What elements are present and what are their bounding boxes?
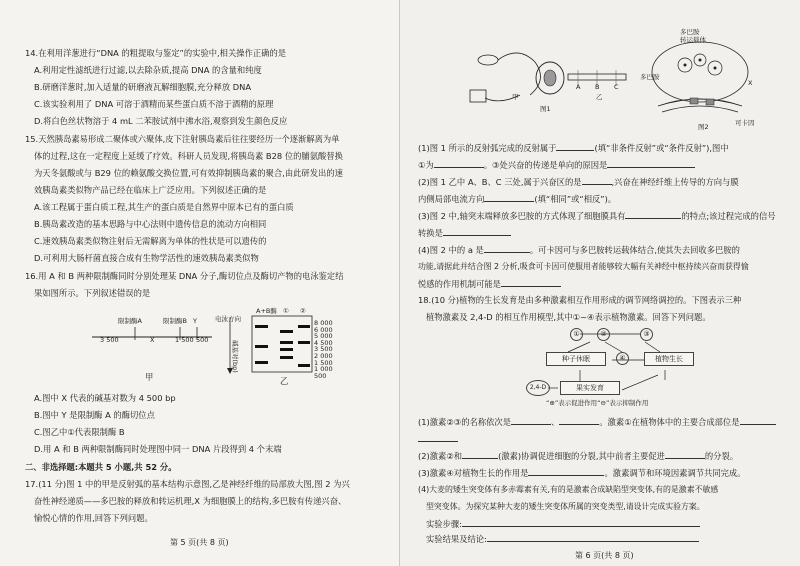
q17-1-line-2: ①为 。③处兴奋的传递是单向的原因是 [418,159,695,171]
experiment-results: 实验结果及结论: [426,533,699,545]
marker-2000: 2 000 [314,351,333,360]
q18-2-line: (2)激素②和 (激素)协调促进细胞的分裂,其中前者主要促进 的分裂。 [418,451,739,461]
q17-3-line-1: (3)图 2 中,轴突末端释放多巴胺的方式体现了细胞膜具有 的特点;该过程完成的信号 [418,211,776,221]
segment-x: X [150,336,155,344]
q15-line-1: 15.天然胰岛素易形成二聚体或六聚体,皮下注射胰岛素后往往要经历一个逐渐解离为单 [25,134,340,144]
q15-line-4: 效胰岛素类似物产品已经在临床上广泛应用。下列叙述正确的是 [34,185,267,195]
page-footer-6: 第 6 页(共 8 页) [575,551,634,560]
page-footer-5: 第 5 页(共 8 页) [170,538,229,547]
fig2-dopamine-label-2: 多巴胺 [640,73,660,81]
plant-growth-box: 植物生长 [644,352,694,366]
fig2-x-label: X [748,79,753,87]
diagram-legend: “⊕”表示促进作用“⊖”表示抑制作用 [546,399,649,407]
marker-4500: 4 500 [314,338,333,347]
marker-5000: 5 000 [314,332,333,341]
marker-8000: 8 000 [314,319,333,327]
q14-option-b: B.研磨洋葱时,加入适量的研磨液瓦解细胞膜,充分释放 DNA [34,82,252,92]
segment-3500: 3 500 [100,336,119,344]
q15-option-a: A.该工程属于蛋白质工程,其生产的蛋白质是自然界中原本已有的蛋白质 [34,202,294,212]
hormone-2: ② [597,328,610,341]
q15-option-c: C.速效胰岛素类似物注射后无需解离为单体的性状是可以遗传的 [34,236,267,246]
q18-4-line-2: 型突变体。为探究某种大麦的矮生突变体所属的突变类型,请设计完成实验方案。 [426,502,705,511]
marker-1000: 1 000 [314,365,333,374]
fig2-caption: 图2 [698,123,709,131]
q14-option-a: A.利用定性滤纸进行过滤,以去除杂质,提高 DNA 的含量和纯度 [34,65,262,75]
q16-line-1: 16.用 A 和 B 两种限制酶同时分别处理某 DNA 分子,酶切位点及酶切产物的电泳鉴定结 [25,271,344,281]
enzyme-a-label: 限制酶A [118,317,142,325]
q14-option-c: C.该实验利用了 DNA 可溶于酒精而某些蛋白质不溶于酒精的原理 [34,99,274,109]
hormone-network-arrows [400,0,800,566]
fruit-development-box: 果实发育 [560,381,620,395]
bp-axis-label: 碱基对(bp) [231,340,239,373]
q17-4-line-2: 功能,请据此并结合图 2 分析,吸食可卡因可使服用者能够较大幅有关神经中枢持续兴奋而获得愉 [418,262,749,271]
lane-2-label: ② [300,307,306,315]
fig1-jia-label: 甲 [512,93,519,101]
section-heading: 二、非选择题:本题共 5 小题,共 52 分。 [25,462,177,472]
enzyme-b-label: 限制酶B [163,317,187,325]
q17-2-line-2: 内侧局部电流方向 (填“相同”或“相反”)。 [418,194,617,204]
q18-intro-2: 植物激素及 2,4-D 的相互作用模型,其中①~④表示植物激素。回答下列问题。 [426,312,711,322]
q17-intro-3: 愉悦心情的作用,回答下列问题。 [34,513,153,523]
experiment-steps: 实验步骤: [426,518,700,530]
auxin-analog-24d: 2,4-D [526,380,550,396]
q14-option-d: D.将白色丝状物溶于 4 mL 二苯胺试剂中沸水浴,观察到发生颜色反应 [34,116,288,126]
q17-4-line-3: 悦感的作用机制可能是 [418,278,561,290]
segment-500: 500 [196,336,209,344]
q15-line-2: 体的过程,这在一定程度上延缓了疗效。科研人员发现,将胰岛素 B28 位的脯氨酸替换 [34,151,343,161]
marker-3500: 3 500 [314,345,333,354]
hormone-4: ④ [616,352,629,365]
hormone-1: ① [570,328,583,341]
marker-6000: 6 000 [314,325,333,334]
q17-1-line-1: (1)图 1 所示的反射弧完成的反射属于 (填“非条件反射”或“条件反射”),图中 [418,143,729,153]
q17-4-line-1: (4)图 2 中的 a 是 。可卡因可与多巴胺转运载体结合,使其失去回收多巴胺的 [418,245,740,255]
q17-3-line-2: 转换是 [418,227,511,239]
q16-option-d: D.用 A 和 B 两种限制酶同时处理图中同一 DNA 片段得到 4 个末端 [34,444,282,454]
lane-1-label: ① [283,307,289,315]
q15-option-b: B.胰岛素改造的基本思路与中心法则中遗传信息的流动方向相同 [34,219,267,229]
figure-a-caption: 甲 [145,372,154,382]
q18-intro-1: 18.(10 分)植物的生长发育是由多种激素相互作用形成的调节网络调控的。下图表示三种 [418,295,742,305]
fig1-label-a: A [576,83,581,91]
q15-line-3: 为天冬氨酸或与 B29 位的赖氨酸交换位置,可有效抑制胰岛素的聚合,由此研发出的速 [34,168,343,178]
fig2-cocaine-label: 可卡因 [735,119,755,127]
q15-option-d: D.可利用大肠杆菌直接合成有生物学活性的速效胰岛素类似物 [34,253,259,263]
q14-stem: 14.在利用洋葱进行“DNA 的粗提取与鉴定”的实验中,相关操作正确的是 [25,48,287,58]
gel-markers [314,320,333,379]
marker-500: 500 [314,371,327,380]
hormone-3: ③ [640,328,653,341]
q18-3-line: (3)激素④对植物生长的作用是 。激素调节和环境因素调节共同完成。 [418,468,746,478]
q16-option-b: B.图中 Y 是限制酶 A 的酶切位点 [34,410,155,420]
q17-2-line-1: (2)图 1 乙中 A、B、C 三处,属于兴奋区的是 ,兴奋在神经纤维上传导的方向与膜 [418,177,739,187]
exam-page-right [400,0,800,566]
site-y-label: Y [193,317,197,325]
figure-b-caption: 乙 [280,376,289,386]
marker-1500: 1 500 [314,358,333,367]
segment-1500: 1 500 [175,336,194,344]
fig2-dopamine-label: 多巴胺 [680,28,700,36]
q17-intro-2: 奋性神经递质——多巴胺的释放和转运机理,X 为细胞膜上的结构,多巴胺有传递兴奋、 [34,496,347,506]
fig1-label-c: C [614,83,619,91]
q17-intro-1: 17.(11 分)图 1 中的甲是反射弧的基本结构示意图,乙是神经纤维的局部放大图,图 2 为兴 [25,479,350,489]
electrophoresis-direction: 电泳方向 [215,315,241,323]
seed-dormancy-box: 种子休眠 [546,352,606,366]
q18-4-line-1: (4)大麦的矮生突变体有多赤霉素有关,有的是激素合成缺陷型突变体,有的是激素不敏感 [418,485,719,494]
q18-1-line-1: (1)激素②③的名称依次是 、 。激素①在植物体中的主要合成部位是 [418,416,776,428]
gel-header: A+B酶 [256,307,277,315]
q16-line-2: 果如图所示。下列叙述错误的是 [34,288,151,298]
fig2-transporter-label: 转运载体 [680,36,706,44]
q16-option-c: C.图乙中①代表限制酶 B [34,427,125,437]
fig1-yi-label: 乙 [596,93,603,101]
fig1-caption: 图1 [540,105,551,113]
q18-1-line-2 [418,433,458,445]
q16-option-a: A.图中 X 代表的碱基对数为 4 500 bp [34,393,176,403]
fig1-label-b: B [595,83,600,91]
